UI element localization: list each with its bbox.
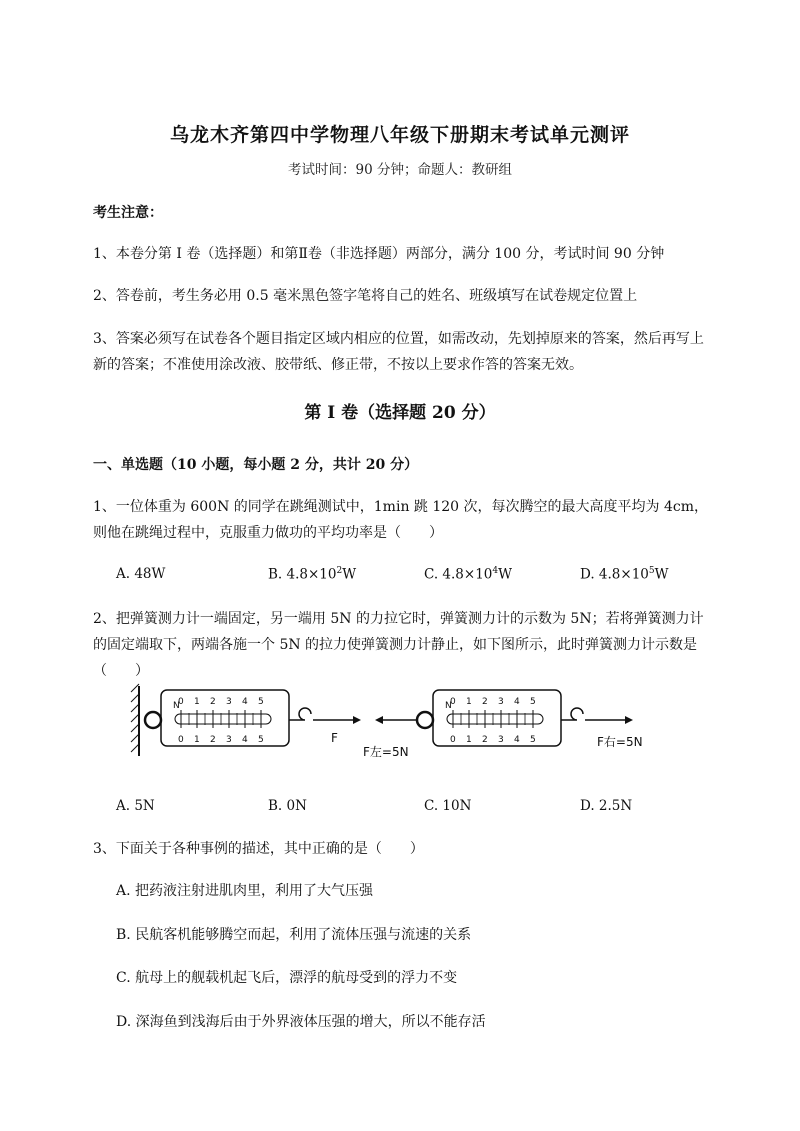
question-2-option-b[interactable]: B. 0N bbox=[268, 798, 307, 814]
svg-text:1: 1 bbox=[466, 697, 472, 707]
svg-text:2: 2 bbox=[210, 735, 216, 745]
question-1-option-c[interactable]: C. $4.8\times 10^4W$ bbox=[424, 566, 513, 583]
right-scale-ring bbox=[417, 712, 433, 728]
svg-text:4: 4 bbox=[242, 697, 248, 707]
svg-text:1: 1 bbox=[194, 735, 200, 745]
svg-text:3: 3 bbox=[498, 735, 504, 745]
exam-title: 乌龙木齐第四中学物理八年级下册期末考试单元测评 bbox=[169, 124, 630, 146]
svg-text:0: 0 bbox=[178, 735, 184, 745]
svg-text:4: 4 bbox=[514, 735, 520, 745]
svg-text:0: 0 bbox=[450, 735, 456, 745]
left-force-label: F bbox=[331, 731, 338, 745]
part-heading: 一、单选题（10 小题，每小题 2 分，共计 20 分） bbox=[93, 457, 419, 473]
svg-text:N: N bbox=[173, 701, 180, 711]
svg-text:4: 4 bbox=[514, 697, 520, 707]
question-2-option-a[interactable]: A. 5N bbox=[116, 798, 155, 814]
right-scale-ticks bbox=[453, 710, 533, 728]
right-scale-labels bbox=[445, 697, 536, 745]
right-scale-hook bbox=[561, 708, 583, 720]
right-scale-left-force-label: F左=5N bbox=[363, 745, 409, 759]
svg-text:2: 2 bbox=[482, 697, 488, 707]
svg-text:4: 4 bbox=[242, 735, 248, 745]
svg-text:3: 3 bbox=[498, 697, 504, 707]
wall-hatching bbox=[131, 684, 139, 756]
question-2-stem: 2、把弹簧测力计一端固定，另一端用 5N 的力拉它时，弹簧测力计的示数为 5N；若将弹簧测力计的固定端取下，两端各施一个 5N 的拉力使弹簧测力计静止，如下图所示，此时弹簧测力计示数是（ ） bbox=[93, 611, 704, 679]
right-scale-right-force-label: F右=5N bbox=[597, 735, 643, 749]
question-3-option-a[interactable]: A. 把药液注射进肌肉里，利用了大气压强 bbox=[116, 883, 374, 899]
svg-text:0: 0 bbox=[178, 697, 184, 707]
svg-text:5: 5 bbox=[530, 735, 536, 745]
left-scale-ring bbox=[145, 712, 161, 728]
svg-text:N: N bbox=[445, 701, 452, 711]
spring-scale-figure bbox=[125, 680, 665, 770]
svg-text:1: 1 bbox=[194, 697, 200, 707]
notice-heading: 考生注意： bbox=[93, 205, 163, 221]
svg-text:5: 5 bbox=[258, 735, 264, 745]
question-3-option-b[interactable]: B. 民航客机能够腾空而起，利用了流体压强与流速的关系 bbox=[116, 927, 472, 943]
question-2-option-c[interactable]: C. 10N bbox=[424, 798, 472, 814]
notice-item-1: 1、本卷分第 I 卷（选择题）和第Ⅱ卷（非选择题）两部分，满分 100 分，考试时间 90 分钟 bbox=[93, 246, 665, 262]
section-title: 第 I 卷（选择题 20 分） bbox=[304, 403, 496, 423]
svg-text:3: 3 bbox=[226, 735, 232, 745]
svg-text:5: 5 bbox=[258, 697, 264, 707]
left-scale-labels bbox=[173, 697, 264, 745]
left-scale-ticks bbox=[181, 710, 261, 728]
svg-text:2: 2 bbox=[482, 735, 488, 745]
question-1-option-a[interactable]: A. 48W bbox=[116, 566, 166, 582]
question-3-option-c[interactable]: C. 航母上的舰载机起飞后，漂浮的航母受到的浮力不变 bbox=[116, 970, 458, 986]
notice-item-3: 3、答案必须写在试卷各个题目指定区域内相应的位置，如需改动，先划掉原来的答案，然后再写上新的答案；不准使用涂改液、胶带纸、修正带，不按以上要求作答的答案无效。 bbox=[93, 331, 704, 373]
svg-text:5: 5 bbox=[530, 697, 536, 707]
svg-text:1: 1 bbox=[466, 735, 472, 745]
question-1-stem: 1、一位体重为 600N 的同学在跳绳测试中，1min 跳 120 次，每次腾空的最大高度平均为 4cm，则他在跳绳过程中，克服重力做功的平均功率是（ ） bbox=[93, 499, 708, 541]
question-2-option-d[interactable]: D. 2.5N bbox=[580, 798, 633, 814]
question-3-option-d[interactable]: D. 深海鱼到浅海后由于外界液体压强的增大，所以不能存活 bbox=[116, 1014, 486, 1030]
exam-subtitle: 考试时间：90 分钟；命题人：教研组 bbox=[288, 162, 512, 178]
svg-text:0: 0 bbox=[450, 697, 456, 707]
svg-text:3: 3 bbox=[226, 697, 232, 707]
notice-item-2: 2、答卷前，考生务必用 0.5 毫米黑色签字笔将自己的姓名、班级填写在试卷规定位置上 bbox=[93, 288, 638, 304]
svg-text:2: 2 bbox=[210, 697, 216, 707]
question-1-option-b[interactable]: B. $4.8\times 10^2W$ bbox=[268, 566, 357, 583]
question-1-option-d[interactable]: D. $4.8\times 10^5W$ bbox=[580, 566, 669, 583]
left-scale-hook bbox=[289, 708, 311, 720]
question-3-stem: 3、下面关于各种事例的描述，其中正确的是（ ） bbox=[93, 841, 424, 857]
